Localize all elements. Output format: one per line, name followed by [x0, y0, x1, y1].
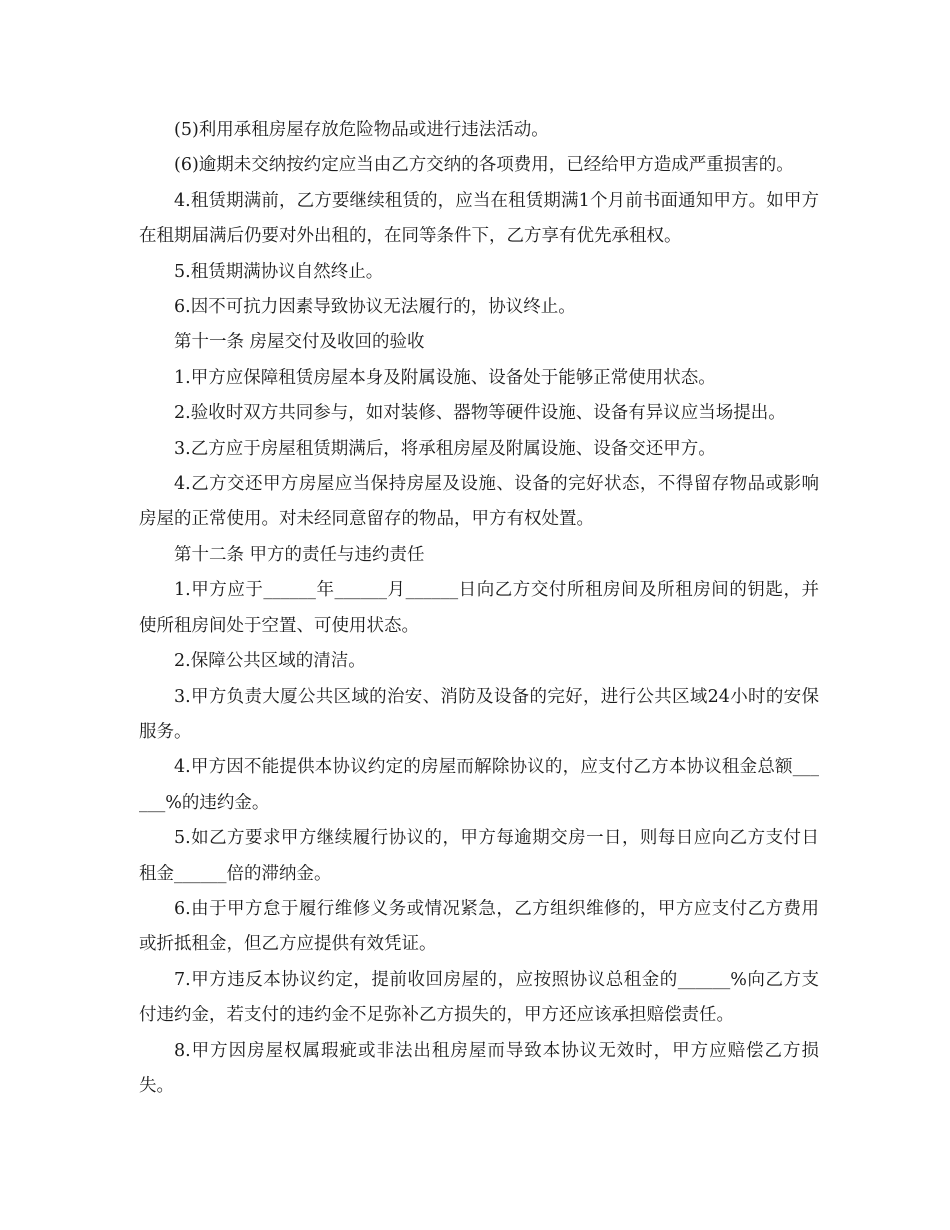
- clause-paragraph: 1.甲方应于______年______月______日向乙方交付所租房间及所租房间的钥匙，并使所租房间处于空置、可使用状态。: [139, 580, 819, 636]
- clause-paragraph: 7.甲方违反本协议约定，提前收回房屋的，应按照协议总租金的______%向乙方支付违约金，若支付的违约金不足弥补乙方损失的，甲方还应该承担赔偿责任。: [139, 969, 819, 1026]
- clause-paragraph: 5.如乙方要求甲方继续履行协议的，甲方每逾期交房一日，则每日应向乙方支付日租金______倍的滞纳金。: [139, 828, 819, 884]
- clause-paragraph: (5)利用承租房屋存放危险物品或进行违法活动。: [174, 120, 549, 140]
- clause-paragraph: 6.因不可抗力因素导致协议无法履行的，协议终止。: [174, 297, 576, 318]
- clause-paragraph: 4.租赁期满前，乙方要继续租赁的，应当在租赁期满1个月前书面通知甲方。如甲方在租期届满后仍要对外出租的，在同等条件下，乙方享有优先承租权。: [139, 190, 819, 247]
- clause-paragraph: 4.甲方因不能提供本协议约定的房屋而解除协议的，应支付乙方本协议租金总额______%的违约金。: [139, 757, 819, 813]
- clause-paragraph: 6.由于甲方怠于履行维修义务或情况紧急，乙方组织维修的，甲方应支付乙方费用或折抵租金，但乙方应提供有效凭证。: [139, 898, 819, 955]
- clause-paragraph: (6)逾期未交纳按约定应当由乙方交纳的各项费用，已经给甲方造成严重损害的。: [174, 155, 794, 176]
- document-body: [139, 113, 819, 1104]
- clause-paragraph: 2.保障公共区域的清洁。: [174, 651, 366, 672]
- clause-paragraph: 8.甲方因房屋权属瑕疵或非法出租房屋而导致本协议无效时，甲方应赔偿乙方损失。: [139, 1040, 819, 1096]
- section-heading: 第十一条 房屋交付及收回的验收: [174, 332, 425, 353]
- clause-paragraph: 4.乙方交还甲方房屋应当保持房屋及设施、设备的完好状态，不得留存物品或影响房屋的正常使用。对未经同意留存的物品，甲方有权处置。: [139, 474, 819, 530]
- clause-paragraph: 3.甲方负责大厦公共区域的治安、消防及设备的完好，进行公共区域24小时的安保服务。: [139, 686, 819, 742]
- clause-paragraph: 2.验收时双方共同参与，如对装修、器物等硬件设施、设备有异议应当场提出。: [174, 403, 786, 424]
- section-heading: 第十二条 甲方的责任与违约责任: [174, 544, 425, 565]
- clause-paragraph: 3.乙方应于房屋租赁期满后，将承租房屋及附属设施、设备交还甲方。: [174, 438, 716, 459]
- clause-paragraph: 5.租赁期满协议自然终止。: [174, 261, 384, 282]
- clause-paragraph: 1.甲方应保障租赁房屋本身及附属设施、设备处于能够正常使用状态。: [174, 367, 716, 388]
